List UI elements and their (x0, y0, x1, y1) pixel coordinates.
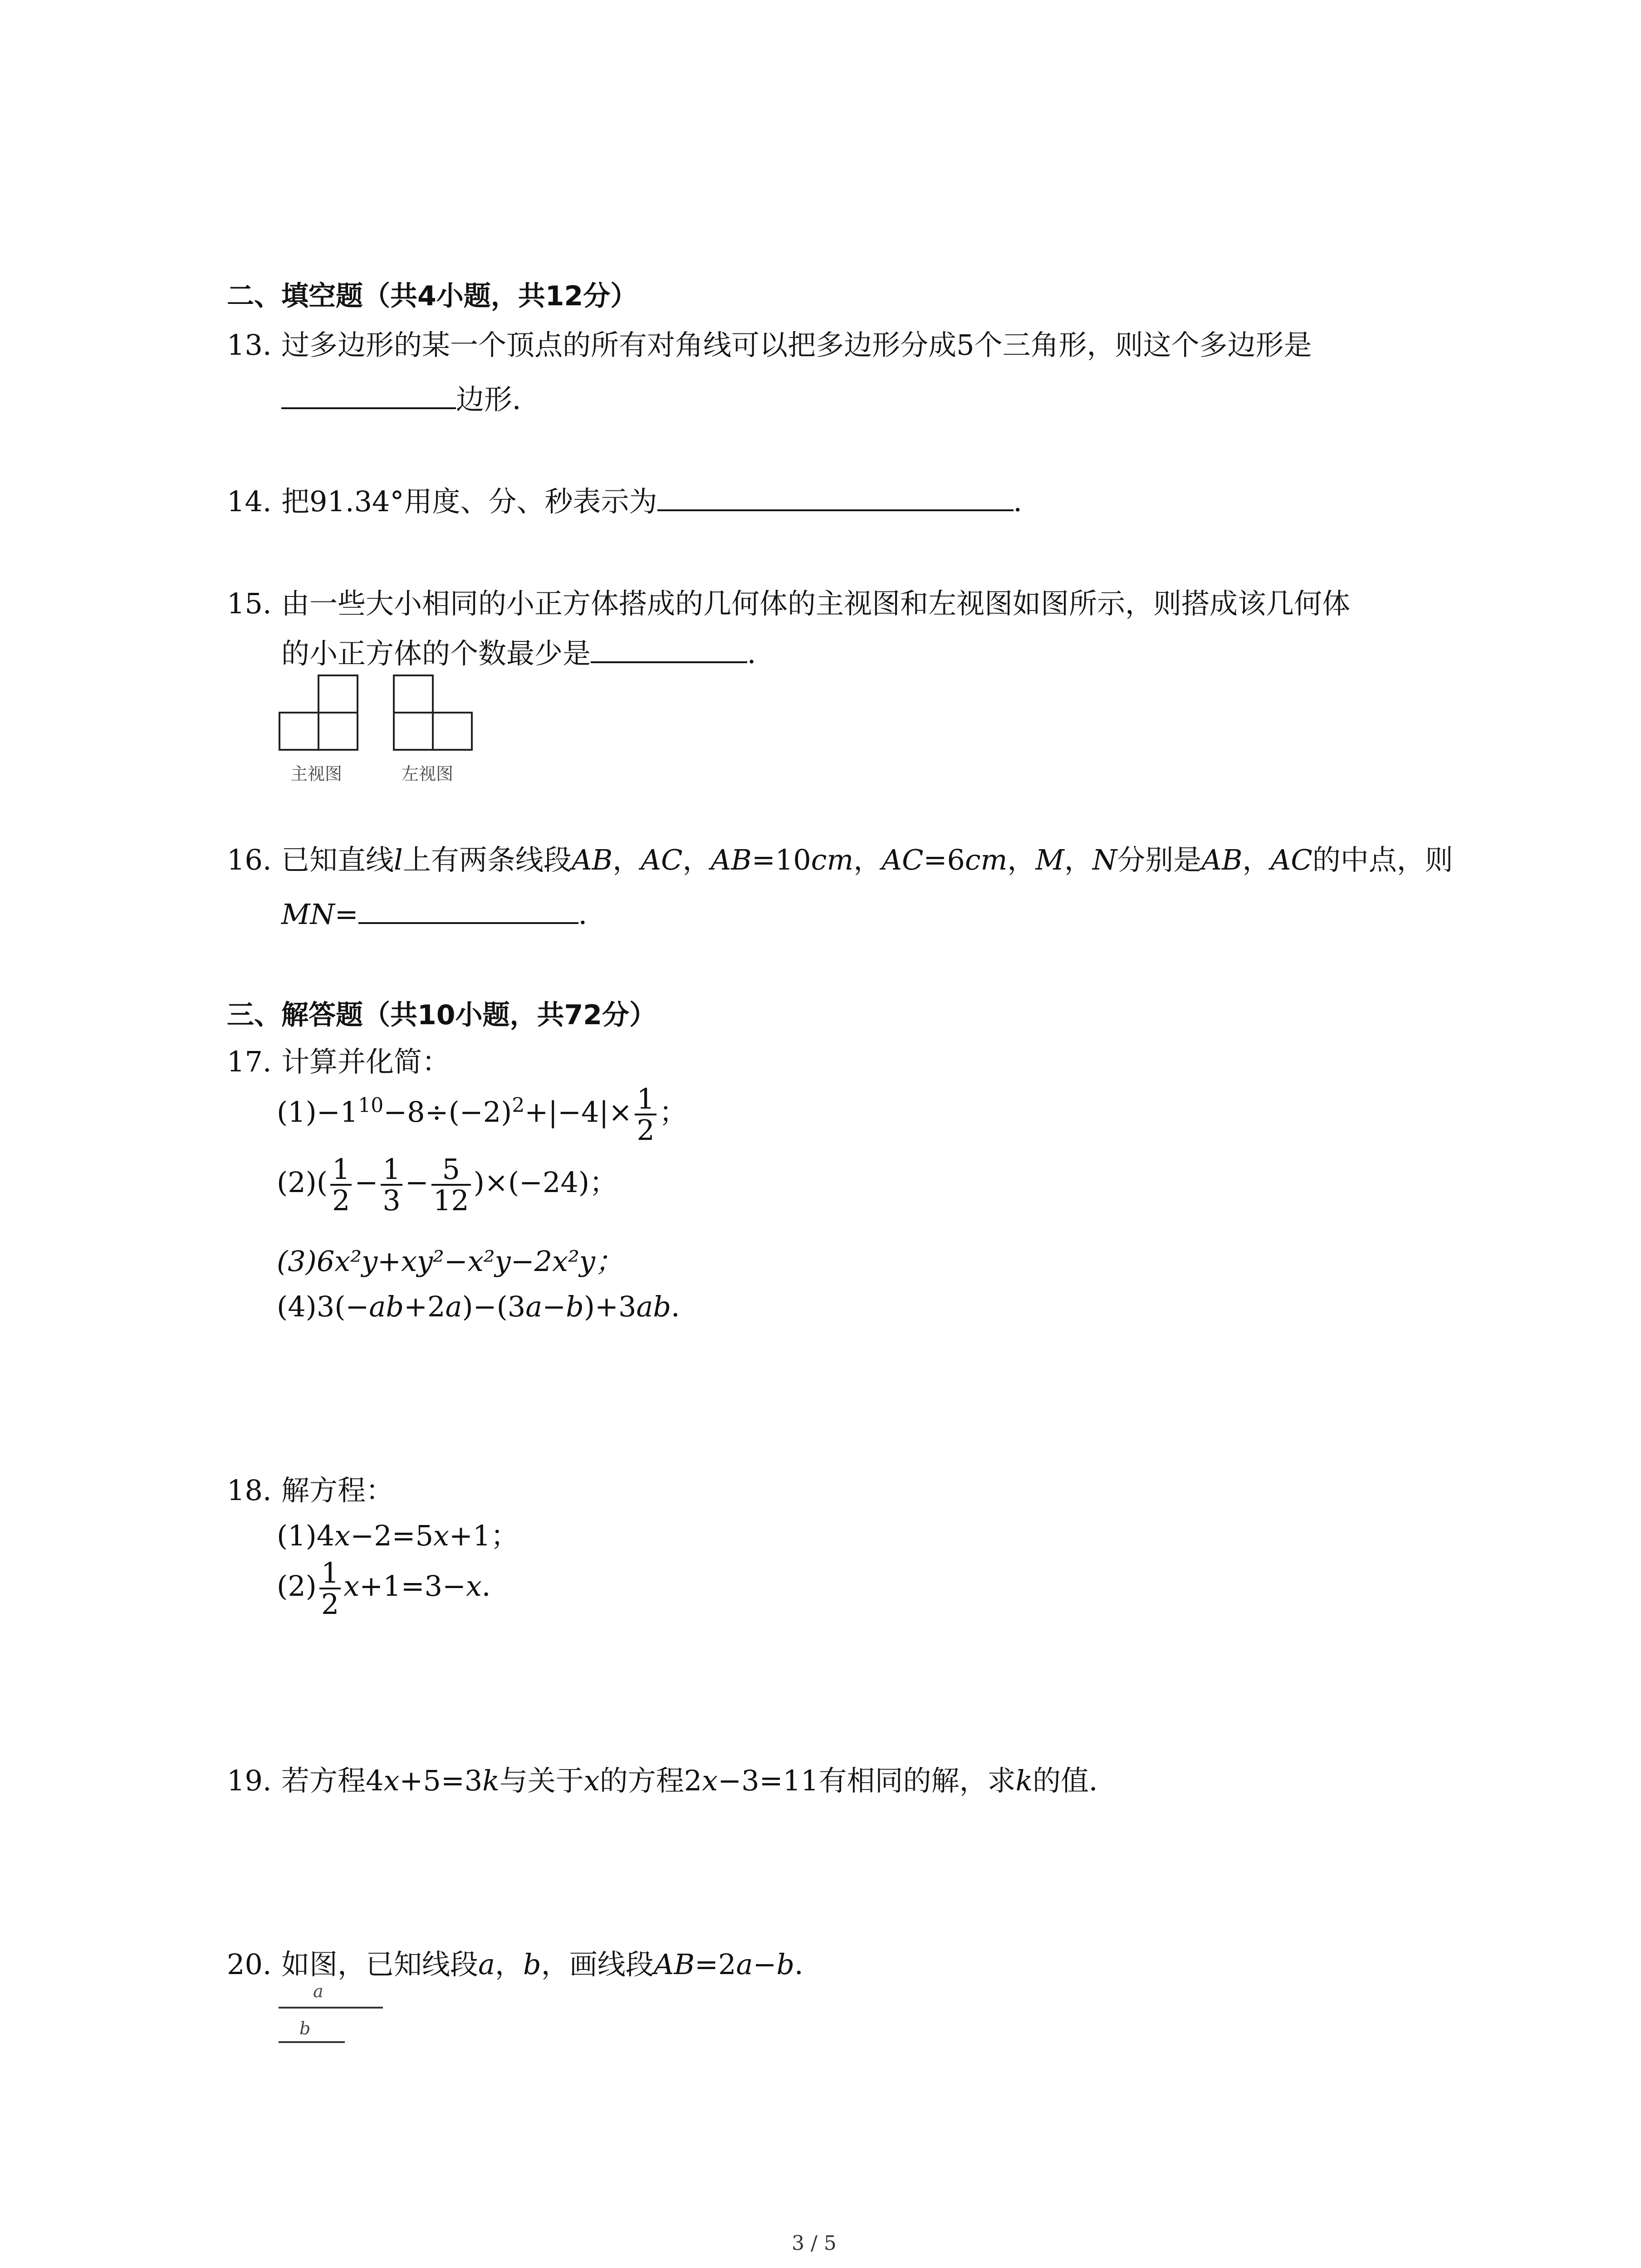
left-view-caption: 左视图 (402, 764, 454, 784)
q19-x1: x (383, 1764, 400, 1797)
q16-comma2: ， (682, 843, 711, 876)
q18-p2-x2: x (466, 1569, 482, 1603)
q14-answer-blank[interactable] (657, 509, 1014, 511)
q17-p4-a2: a (525, 1290, 543, 1323)
q17-p1-a: (1)−1 (277, 1095, 358, 1129)
q18-intro: 解方程： (281, 1474, 394, 1507)
q13-answer-line-row (281, 383, 541, 416)
q17-p2-f3d: 12 (433, 1184, 469, 1217)
q17-p1-sup: 10 (358, 1094, 384, 1117)
q17-p2-f3n: 5 (431, 1154, 471, 1186)
q19-row (281, 1764, 1117, 1797)
q20-t1: 如图，已知线段 (281, 1948, 479, 1981)
q20-b1: b (523, 1948, 541, 1981)
q15-views-figure (277, 674, 481, 755)
page-number: 3 / 5 (792, 2232, 837, 2255)
q17-p1-end: ； (659, 1095, 687, 1129)
q19-t3: 与关于 (499, 1764, 584, 1797)
q16-m: M (1035, 843, 1064, 876)
q16-cm2: cm (965, 843, 1008, 876)
q20-a1: a (478, 1948, 495, 1981)
q19-t2: +5=3 (399, 1764, 483, 1797)
q16-n: N (1092, 843, 1117, 876)
q17-p1-c: +|−4|× (524, 1095, 632, 1129)
q19-t6: 的值． (1033, 1764, 1117, 1797)
q18-p2-num: 1 (319, 1558, 341, 1589)
q15-suffix: ． (747, 637, 776, 670)
q17-p2-m1: − (354, 1166, 378, 1199)
q17-part4 (277, 1290, 700, 1323)
q17-number: 17. (227, 1045, 272, 1078)
q16-ab: AB (571, 843, 613, 876)
q20-t3: =2 (695, 1948, 736, 1981)
q16-t1: 已知直线 (281, 843, 394, 876)
front-view-caption: 主视图 (290, 764, 343, 784)
q18-p2-b: +1=3− (359, 1569, 466, 1603)
q18-number: 18. (227, 1474, 272, 1507)
q16-comma1: ， (612, 843, 641, 876)
q20-number: 20. (227, 1948, 272, 1981)
q18-p1-a: (1)4 (277, 1519, 335, 1552)
q17-p2-f1n: 1 (330, 1154, 352, 1186)
q17-p2-f2d: 3 (382, 1184, 401, 1217)
q16-eq1-lhs: AB (710, 843, 752, 876)
q18-p2-a: (2) (277, 1569, 317, 1603)
q16-mn: MN (281, 898, 335, 931)
q17-p4-d: − (542, 1290, 566, 1323)
left-view-grid (394, 675, 472, 750)
q16-comma6: ， (1242, 843, 1271, 876)
q16-eq: = (334, 898, 358, 931)
q20-ab: AB (653, 1948, 695, 1981)
q16-cm1: cm (811, 843, 854, 876)
q17-part2 (277, 1154, 617, 1215)
q16-row-a (281, 843, 1453, 876)
q17-p2-frac3 (431, 1154, 471, 1215)
q18-p2-den: 2 (321, 1588, 339, 1621)
q19-t1: 若方程4 (281, 1764, 384, 1797)
q14-text: 把91.34°用度、分、秒表示为 (281, 485, 657, 518)
q16-t3: 分别是 (1117, 843, 1202, 876)
q20-end: ． (794, 1948, 823, 1981)
q16-ab2: AB (1201, 843, 1243, 876)
q19-x2: x (583, 1764, 600, 1797)
q15-answer-blank[interactable] (591, 661, 747, 663)
q20-comma: ， (495, 1948, 523, 1981)
q16-l: l (394, 843, 403, 876)
q17-p1-b: −8÷(−2) (383, 1095, 512, 1129)
q19-t5: −3=11有相同的解，求 (718, 1764, 1016, 1797)
q19-number: 19. (227, 1764, 272, 1797)
q16-ac2: AC (1270, 843, 1313, 876)
q19-t4: 的方程2 (599, 1764, 702, 1797)
q16-comma3: ， (853, 843, 882, 876)
q16-number: 16. (227, 843, 272, 876)
q14-suffix: ． (1013, 485, 1042, 518)
q17-p1-frac (635, 1084, 656, 1145)
q17-p2-m2: − (405, 1166, 429, 1199)
section2-title: 二、填空题（共4小题，共12分） (227, 280, 638, 312)
q15-text-a: 由一些大小相同的小正方体搭成的几何体的主视图和左视图如图所示，则搭成该几何体 (281, 587, 1351, 620)
q17-p2-frac1 (330, 1154, 352, 1215)
q17-part1 (277, 1084, 687, 1145)
q17-p4-b1: b (566, 1290, 584, 1323)
q13-answer-blank[interactable] (281, 407, 456, 409)
q18-p1-x2: x (433, 1519, 450, 1552)
segment-b-label: b (299, 2019, 311, 2038)
q14-number: 14. (227, 485, 272, 518)
q17-intro: 计算并化简： (281, 1045, 451, 1078)
q16-answer-blank[interactable] (358, 922, 578, 924)
q16-comma5: ， (1064, 843, 1092, 876)
q16-ac: AC (641, 843, 683, 876)
q15-row-b (281, 637, 776, 670)
q16-comma4: ， (1007, 843, 1036, 876)
q17-p1-den: 2 (637, 1114, 655, 1147)
q17-p4-e: )+3 (583, 1290, 637, 1323)
q13-text: 过多边形的某一个顶点的所有对角线可以把多边形分成5个三角形，则这个多边形是 (281, 328, 1312, 362)
q17-p4-b: +2 (404, 1290, 446, 1323)
q18-part2 (277, 1558, 510, 1619)
q18-p1-b: −2=5 (350, 1519, 434, 1552)
section3-title: 三、解答题（共10小题，共72分） (227, 999, 656, 1031)
q19-k2: k (1015, 1764, 1033, 1797)
q18-p2-frac (319, 1558, 341, 1619)
segment-a-label: a (313, 1981, 323, 2001)
q16-eq1-rhs: =10 (751, 843, 811, 876)
q18-p2-x: x (343, 1569, 360, 1603)
q17-p1-num: 1 (635, 1084, 656, 1115)
q18-p2-end: ． (481, 1569, 510, 1603)
q20-t2: ，画线段 (541, 1948, 654, 1981)
q17-p2-frac2 (381, 1154, 402, 1215)
q17-p1-sup2: 2 (512, 1094, 525, 1117)
q17-p4-ab2: ab (636, 1290, 671, 1323)
q20-segments-figure (277, 2005, 386, 2046)
q16-t4: 的中点，则 (1312, 843, 1453, 876)
q17-part3: (3)6x²y+xy²−x²y−2x²y； (277, 1245, 623, 1278)
q17-p2-f1d: 2 (332, 1184, 350, 1217)
q17-p4-a: (4)3(− (277, 1290, 369, 1323)
q20-t4: − (753, 1948, 777, 1981)
q20-a2: a (736, 1948, 753, 1981)
q18-p1-c: +1； (449, 1519, 519, 1552)
q13-number: 13. (227, 328, 272, 362)
q18-p1-x: x (334, 1519, 351, 1552)
q16-t2: 上有两条线段 (402, 843, 572, 876)
q17-p2-f2n: 1 (381, 1154, 402, 1186)
q16-row-b (281, 900, 607, 929)
q16-eq2-rhs: =6 (923, 843, 965, 876)
q17-p4-ab: ab (369, 1290, 404, 1323)
q17-p4-end: ． (671, 1290, 700, 1323)
q15-number: 15. (227, 587, 272, 620)
q19-k1: k (482, 1764, 500, 1797)
q15-text-b: 的小正方体的个数最少是 (281, 637, 591, 670)
q19-x3: x (702, 1764, 718, 1797)
q17-p4-c: )−(3 (462, 1290, 526, 1323)
q16-suffix: ． (578, 898, 607, 931)
q16-eq2-lhs: AC (882, 843, 924, 876)
q17-p2-end: )×(−24)； (473, 1166, 618, 1199)
front-view-grid (279, 675, 358, 750)
q20-row (281, 1950, 823, 1979)
q17-p4-a1: a (445, 1290, 462, 1323)
q20-b2: b (776, 1948, 795, 1981)
q14-row (281, 485, 1042, 518)
q13-suffix: 边形． (456, 383, 541, 416)
q18-part1 (277, 1519, 519, 1552)
q17-p2-a: (2)( (277, 1166, 328, 1199)
